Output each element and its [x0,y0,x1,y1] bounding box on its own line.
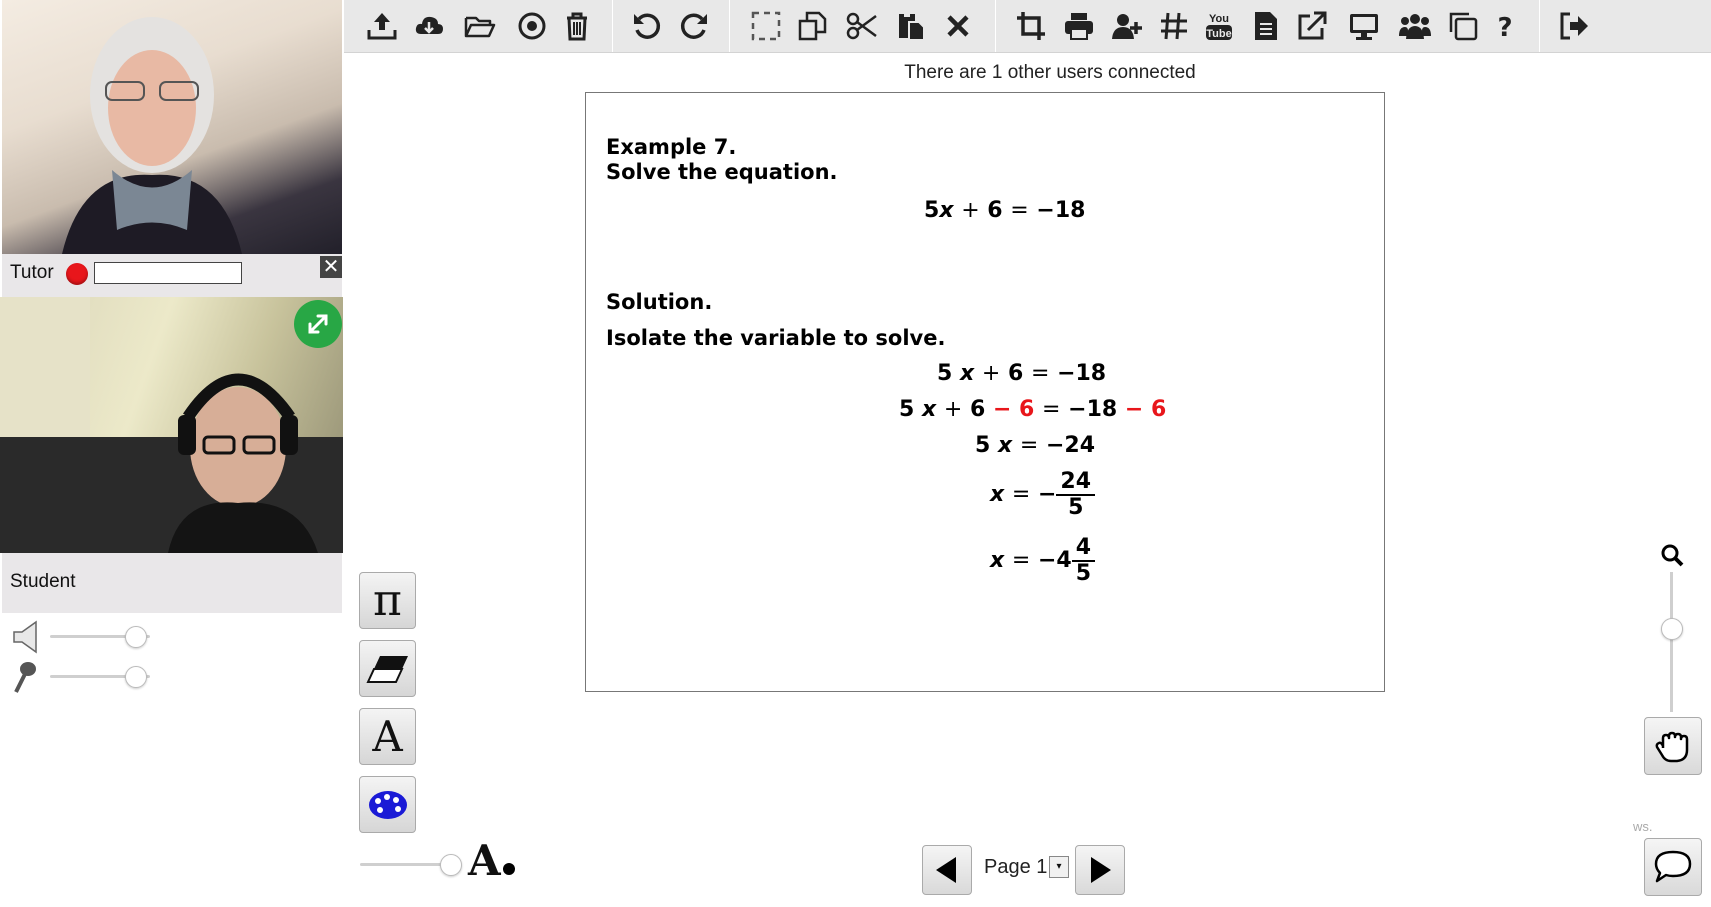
pages-icon [1447,10,1479,42]
cut-button[interactable] [842,6,882,46]
ws-label: ws. [1633,819,1653,834]
select-button[interactable] [746,6,786,46]
youtube-icon [1203,10,1235,42]
upload-button[interactable] [362,6,402,46]
svg-text:Tube: Tube [1206,28,1232,40]
crop-icon [1015,10,1047,42]
open-folder-button[interactable] [460,6,500,46]
step-2: 5 x + 6 − 6 = −18 − 6 [899,397,1167,422]
paste-button[interactable] [891,6,931,46]
instruction-text: Solve the equation. [606,160,838,184]
print-button[interactable] [1059,6,1099,46]
next-page-button[interactable] [1075,845,1125,895]
text-icon: A [372,711,403,761]
whiteboard-page[interactable] [585,92,1385,692]
redo-icon [678,10,710,42]
expand-video-button[interactable] [294,300,342,348]
eraser-button[interactable] [359,640,416,697]
math-symbol-button[interactable] [359,572,416,629]
screen-share-button[interactable] [1344,6,1384,46]
document-button[interactable] [1246,6,1286,46]
arrow-right-icon [1087,855,1113,885]
record-icon [516,10,548,42]
tutor-figure [2,0,342,254]
svg-text:You: You [1209,13,1229,25]
external-link-icon [1296,10,1328,42]
zoom-knob[interactable] [1661,618,1683,640]
question-icon [1489,10,1521,42]
toolbar [344,0,1711,53]
hand-icon [1653,726,1693,766]
student-figure [0,297,343,553]
pages-button[interactable] [1443,6,1483,46]
zoom-icon [1660,543,1684,567]
pan-hand-button[interactable] [1644,717,1702,775]
fraction: $\frac{4}{5}$ [1072,536,1095,586]
help-button[interactable] [1485,6,1525,46]
crop-button[interactable] [1011,6,1051,46]
delete-button[interactable] [557,6,597,46]
users-connected-status: There are 1 other users connected [904,62,1196,83]
tutor-label: Tutor [10,262,54,283]
clear-button[interactable] [938,6,978,46]
mic-volume-knob[interactable] [125,666,147,688]
speaker-volume-knob[interactable] [125,626,147,648]
add-user-icon [1111,10,1143,42]
folder-open-icon [464,10,496,42]
grid-button[interactable] [1154,6,1194,46]
grid-icon [1158,10,1190,42]
duplicate-button[interactable] [793,6,833,46]
scissors-icon [846,10,878,42]
tutor-bar [2,254,342,297]
selection-icon [750,10,782,42]
duplicate-icon [797,10,829,42]
zoom-slider[interactable] [1670,572,1673,712]
upload-icon [366,10,398,42]
undo-icon [631,10,663,42]
arrow-left-icon [934,855,960,885]
eraser-icon [366,652,410,686]
trash-icon [561,10,593,42]
step-1: 5 x + 6 = −18 [937,361,1107,386]
video-panel [0,0,343,907]
solution-text: Isolate the variable to solve. [606,326,946,350]
example-title: Example 7. [606,135,737,159]
chat-button[interactable] [1644,838,1702,896]
page-dropdown[interactable]: ▾ [1049,856,1069,878]
student-label: Student [10,571,76,592]
font-size-knob[interactable] [440,854,462,876]
previous-page-button[interactable] [922,845,972,895]
record-button[interactable] [512,6,552,46]
undo-button[interactable] [627,6,667,46]
users-button[interactable] [1395,6,1435,46]
printer-icon [1063,10,1095,42]
pi-icon: π [373,574,402,626]
toolbar-separator [1539,0,1540,52]
paste-icon [895,10,927,42]
tutor-status-input[interactable] [94,262,242,284]
toolbar-separator [995,0,996,52]
color-palette-button[interactable] [359,776,416,833]
download-button[interactable] [409,6,449,46]
microphone-icon [12,660,40,694]
font-size-glyph: A [468,840,515,882]
external-link-button[interactable] [1292,6,1332,46]
step-4: x = − $\frac{24}{5}$ [990,470,1095,520]
expand-icon [304,310,332,338]
add-user-button[interactable] [1107,6,1147,46]
tutor-video [2,0,342,254]
palette-icon [367,788,409,822]
fraction: $\frac{24}{5}$ [1056,470,1095,520]
close-video-button[interactable]: ✕ [320,256,342,278]
student-video [0,297,343,553]
toolbar-separator [612,0,613,52]
chat-bubble-icon [1652,848,1694,886]
recording-indicator-icon[interactable] [66,263,88,285]
step-5: x = −4 $\frac{4}{5}$ [990,536,1095,586]
solution-title: Solution. [606,290,713,314]
logout-button[interactable] [1554,6,1594,46]
cloud-download-icon [413,10,445,42]
youtube-button[interactable] [1199,6,1239,46]
svg-text:?: ? [1497,13,1513,42]
redo-button[interactable] [674,6,714,46]
monitor-icon [1348,10,1380,42]
student-bar [2,553,342,613]
users-icon [1399,10,1431,42]
step-3: 5 x = −24 [975,433,1096,458]
document-icon [1250,10,1282,42]
close-icon [942,10,974,42]
toolbar-separator [729,0,730,52]
logout-icon [1558,10,1590,42]
text-tool-button[interactable] [359,708,416,765]
speaker-icon [12,620,40,654]
equation: 5x + 6 = −18 [924,198,1086,223]
page-indicator: Page 1 [984,856,1048,878]
